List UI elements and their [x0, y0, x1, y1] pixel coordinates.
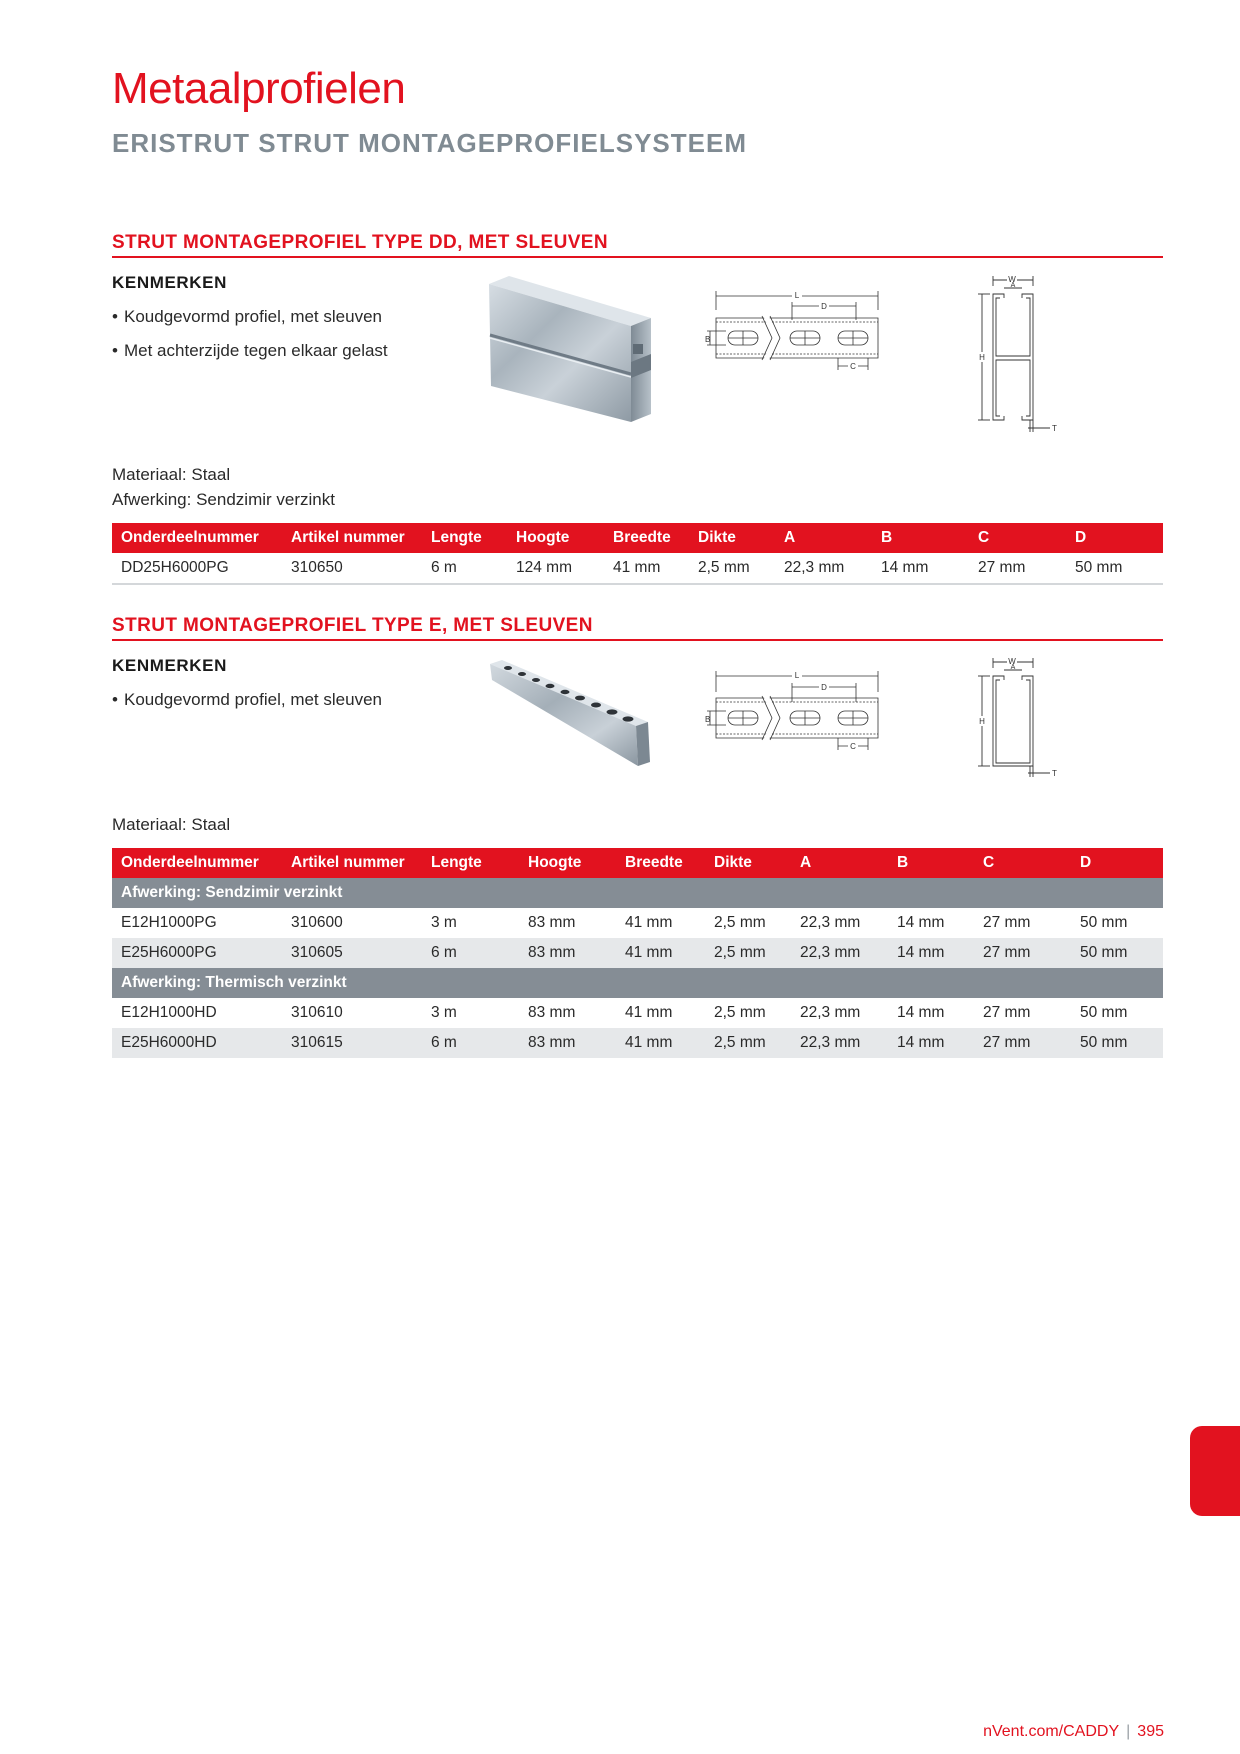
table-cell: 27 mm: [983, 1004, 1031, 1021]
section-divider: [112, 256, 1163, 258]
material-label: Materiaal: Staal: [112, 815, 231, 834]
profile-e-side-drawing: [706, 668, 881, 752]
table-cell: 50 mm: [1080, 1004, 1128, 1021]
table-cell: 310610: [291, 1004, 343, 1021]
footer-site-link[interactable]: nVent.com/CADDY: [983, 1723, 1120, 1740]
dimension-label: B: [705, 335, 711, 344]
chapter-tab-marker: [1190, 1426, 1240, 1516]
section-divider: [112, 639, 1163, 641]
dimension-label: C: [850, 742, 856, 751]
group-label: Afwerking: Sendzimir verzinkt: [112, 878, 1163, 908]
table-cell: 310600: [291, 914, 343, 931]
table-header-row: [112, 523, 1163, 553]
table-cell: 22,3 mm: [791, 938, 888, 968]
page-subtitle: ERISTRUT STRUT MONTAGEPROFIELSYSTEEM: [112, 128, 747, 158]
page-title: Metaalprofielen: [112, 64, 406, 113]
table-cell: 6 m: [422, 553, 507, 584]
table-cell: 41 mm: [604, 553, 689, 584]
column-header: Breedte: [604, 523, 689, 553]
table-cell: 83 mm: [528, 1004, 576, 1021]
feature-item: • Koudgevormd profiel, met sleuven: [112, 306, 388, 340]
table-cell: 2,5 mm: [705, 938, 791, 968]
table-cell: 14 mm: [888, 938, 974, 968]
footer-separator: |: [1126, 1723, 1131, 1740]
column-header: A: [791, 848, 888, 878]
profile-e-section-drawing: [970, 656, 1060, 780]
section-title-e: STRUT MONTAGEPROFIEL TYPE E, MET SLEUVEN: [112, 615, 593, 636]
table-cell: 50 mm: [1071, 1028, 1163, 1058]
table-cell: 41 mm: [616, 938, 705, 968]
table-cell: E25H6000PG: [112, 938, 282, 968]
table-cell: 41 mm: [625, 914, 673, 931]
column-header: Artikel nummer: [282, 848, 422, 878]
profile-dd-section-drawing: [970, 274, 1060, 436]
spec-table-e: [112, 848, 1163, 1058]
dimension-label: T: [1052, 424, 1057, 433]
group-label: Afwerking: Thermisch verzinkt: [112, 968, 1163, 998]
dimension-label: T: [1052, 769, 1057, 778]
dimension-label: W: [1008, 275, 1016, 284]
table-cell: E12H1000PG: [121, 914, 217, 931]
table-row: [112, 938, 1163, 968]
column-header: C: [974, 848, 1071, 878]
table-row: [112, 908, 1163, 938]
table-cell: 2,5 mm: [705, 1028, 791, 1058]
column-header: D: [1071, 848, 1163, 878]
table-cell: 14 mm: [897, 914, 945, 931]
column-header: D: [1066, 523, 1163, 553]
table-cell: 3 m: [431, 914, 457, 931]
table-cell: 50 mm: [1071, 938, 1163, 968]
table-cell: DD25H6000PG: [112, 553, 282, 584]
table-cell: 310615: [282, 1028, 422, 1058]
page-footer: [983, 1723, 1164, 1741]
finish-label: Afwerking: Sendzimir verzinkt: [112, 490, 335, 509]
features-title: KENMERKEN: [112, 656, 227, 675]
dimension-label: B: [705, 715, 711, 724]
table-row: [112, 1028, 1163, 1058]
dimension-label: L: [794, 291, 800, 300]
table-cell: 14 mm: [872, 553, 969, 584]
table-cell: 27 mm: [983, 914, 1031, 931]
page-number: 395: [1137, 1723, 1164, 1740]
table-cell: 3 m: [431, 1004, 457, 1021]
dimension-label: C: [850, 362, 856, 371]
profile-dd-side-drawing: [706, 286, 881, 370]
dimension-label: H: [979, 353, 985, 362]
feature-item: • Koudgevormd profiel, met sleuven: [112, 689, 382, 723]
table-cell: 27 mm: [969, 553, 1066, 584]
table-cell: 83 mm: [528, 914, 576, 931]
dimension-label: D: [821, 302, 827, 311]
dimension-label: H: [979, 717, 985, 726]
table-cell: 50 mm: [1066, 553, 1163, 584]
feature-item: • Met achterzijde tegen elkaar gelast: [112, 340, 388, 374]
table-cell: 41 mm: [625, 1004, 673, 1021]
table-cell: E12H1000HD: [121, 1004, 217, 1021]
table-cell: 22,3 mm: [800, 914, 861, 931]
table-group-row: [112, 878, 1163, 908]
column-header: Dikte: [689, 523, 775, 553]
table-cell: 22,3 mm: [775, 553, 872, 584]
table-cell: 310650: [282, 553, 422, 584]
table-cell: 2,5 mm: [714, 914, 766, 931]
column-header: Hoogte: [519, 848, 616, 878]
table-cell: 14 mm: [897, 1004, 945, 1021]
table-row: [112, 553, 1163, 584]
table-group-row: [112, 968, 1163, 998]
column-header: Lengte: [422, 848, 519, 878]
table-cell: 310605: [282, 938, 422, 968]
feature-list: [112, 306, 388, 374]
column-header: B: [872, 523, 969, 553]
table-cell: 2,5 mm: [689, 553, 775, 584]
material-label: Materiaal: Staal: [112, 465, 231, 484]
column-header: C: [969, 523, 1066, 553]
table-cell: 22,3 mm: [791, 1028, 888, 1058]
table-cell: 6 m: [422, 1028, 519, 1058]
table-row: [112, 998, 1163, 1028]
column-header: Onderdeelnummer: [112, 523, 282, 553]
column-header: Onderdeelnummer: [112, 848, 282, 878]
table-cell: 83 mm: [519, 1028, 616, 1058]
table-cell: 124 mm: [507, 553, 604, 584]
table-cell: 41 mm: [616, 1028, 705, 1058]
dimension-label: W: [1008, 657, 1016, 666]
column-header: Hoogte: [507, 523, 604, 553]
spec-table-dd: [112, 523, 1163, 585]
table-cell: 6 m: [422, 938, 519, 968]
table-header-row: [112, 848, 1163, 878]
profile-dd-photo: [485, 274, 655, 426]
column-header: B: [888, 848, 974, 878]
column-header: Artikel nummer: [282, 523, 422, 553]
table-cell: 22,3 mm: [800, 1004, 861, 1021]
section-title-dd: STRUT MONTAGEPROFIEL TYPE DD, MET SLEUVEN: [112, 232, 609, 253]
column-header: A: [775, 523, 872, 553]
table-cell: 27 mm: [974, 1028, 1071, 1058]
table-cell: 14 mm: [888, 1028, 974, 1058]
feature-list: [112, 689, 382, 723]
dimension-label: L: [794, 671, 800, 680]
dimension-label: D: [821, 683, 827, 692]
features-title: KENMERKEN: [112, 273, 227, 292]
table-cell: E25H6000HD: [112, 1028, 282, 1058]
table-cell: 83 mm: [519, 938, 616, 968]
table-cell: 2,5 mm: [714, 1004, 766, 1021]
column-header: Breedte: [616, 848, 705, 878]
table-cell: 50 mm: [1080, 914, 1128, 931]
dimension-label: A: [1010, 664, 1016, 671]
column-header: Lengte: [422, 523, 507, 553]
dimension-label: A: [1010, 282, 1016, 289]
table-cell: 27 mm: [974, 938, 1071, 968]
column-header: Dikte: [705, 848, 791, 878]
profile-e-photo: [488, 658, 653, 770]
